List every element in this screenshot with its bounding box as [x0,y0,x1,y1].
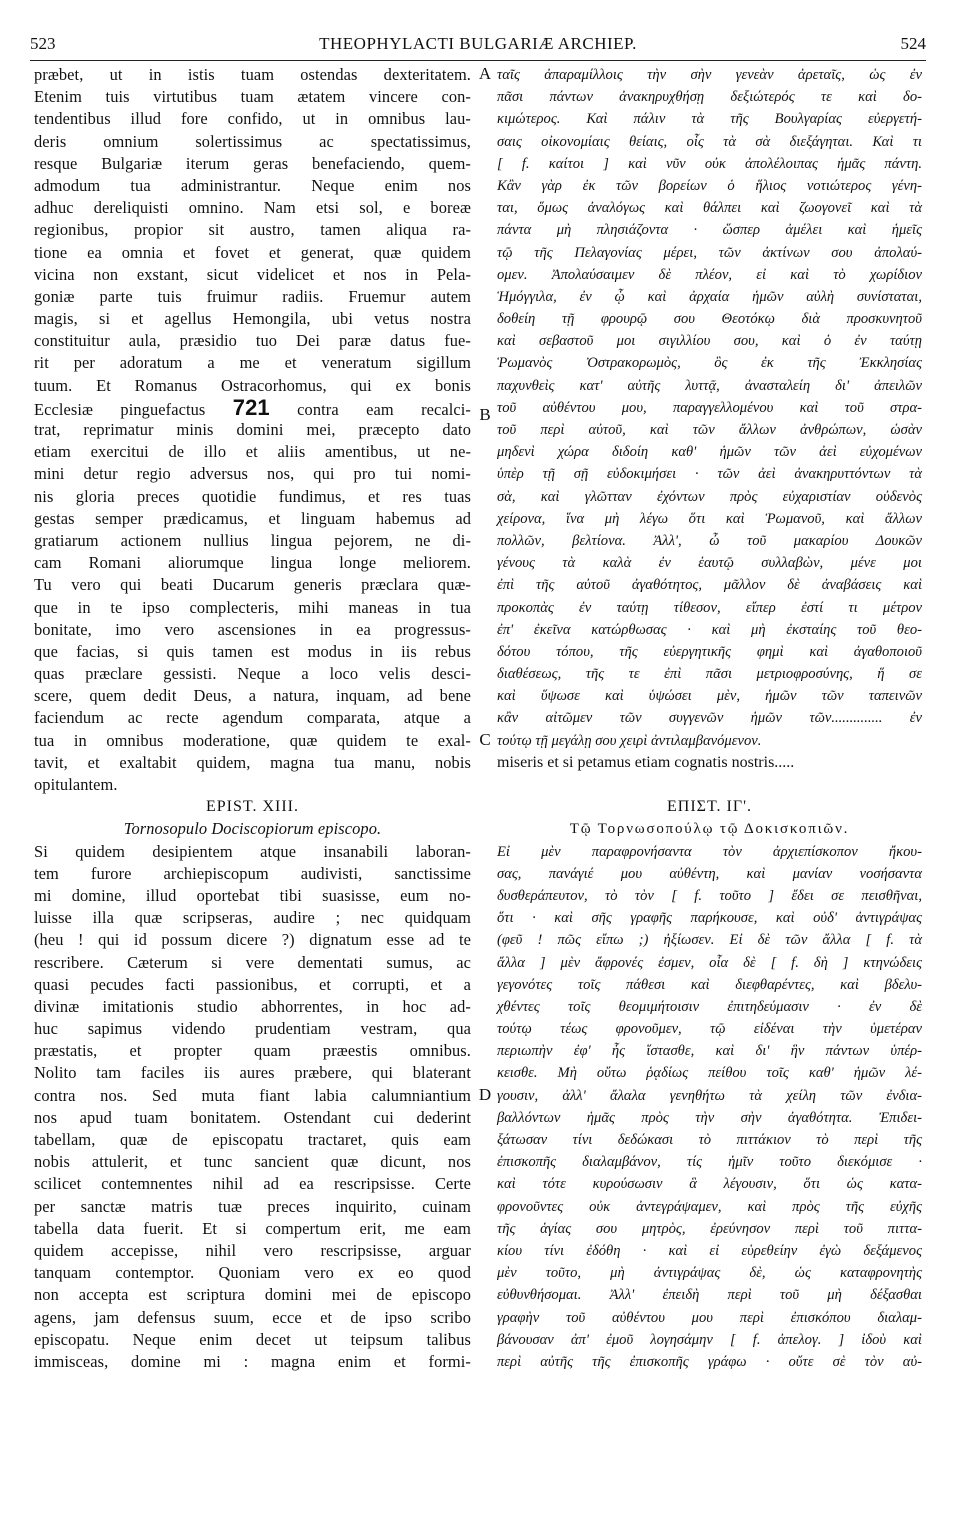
latin-column [34,64,471,1373]
latin-line: tem furore archiepiscopum audivisti, sanctissime [34,863,471,883]
greek-line: δυσθεράπευτον, τὸ τὸν [ f. τοῦτο ] ἔδει σε πεισθῆναι, [497,887,922,904]
latin-line: vicina non exstant, sicut videlicet et nos in Pela- [34,264,471,284]
greek-line: ἐπ' ἐκεῖνα κατώρθωσας · καὶ μὴ ἐκσταίης τοῦ θεο- [497,621,922,638]
latin-line: resque Bulgariæ iterum geras benefaciendo, quem- [34,153,471,173]
greek-line: ταῖς ἀπαραμίλλοις τὴν σὴν γενεὰν ἀρεταῖς, ὡς ἐν [497,67,922,83]
greek-column [497,64,922,1373]
latin-line: scilicet contemnentes nihil ad ea rescripsisse. Certe [34,1174,471,1194]
greek-line: κίου τίνι ἐδόθη · καὶ εἰ εὑρεθείην ἐγὼ δεξάμενος [497,1242,922,1259]
greek-line: Ῥωμανὸς Ὀστρακορωμὸς, ὃς ἐκ τῆς Ἐκκλησίας [497,355,922,372]
greek-line: τοῦ περὶ αὐτοῦ, καὶ τῶν ἄλλων ἀνθρώπων, ὡσὰν [497,422,922,438]
margin-marker: C [479,730,491,749]
greek-line: σαις οἰκονομίαις θείαις, οἷς τὰ σὰ διεξάγηται. Καὶ τι [497,133,922,150]
latin-line: trat, reprimatur minis domini mei, præcepto dato [34,420,471,439]
greek-line: τῆς ἁγίας σου μητρὸς, ἐρεύνησον περὶ τοῦ πιττα- [497,1220,922,1237]
greek-line: δοθείη τῇ φρουρῷ σου Θεοτόκῳ διὰ προσκυνητοῦ [497,311,922,328]
latin-line: Si quidem desipientem atque insanabili laboran- [34,841,471,861]
latin-line: gestas semper prædicamus, et linguam habemus ad [34,508,471,528]
page-header [30,34,926,56]
greek-line: γένους τὰ καλὰ ἐν ἑαυτῷ συλλαβὼν, μένε μοι [497,555,922,572]
greek-line: περιωπὴν ἐφ' ἧς ἵστασθε, καὶ δι' ἣν πάντων ὑπέρ- [497,1043,922,1060]
greek-line: βαλλόντων ἡμᾶς πρὸς τὴν σὴν ἀγαθότητα. Ἐπιδει- [497,1109,922,1126]
greek-line: Ἡμόγγιλα, ἐν ᾧ καὶ ἀρχαία ἡμῶν αὐλὴ συνίσταται, [497,288,922,305]
latin-line: deris omnium solertissimus ac spectatissimus, [34,131,471,151]
latin-line: præstatis, et propter quam præestis omnibus. [34,1041,471,1061]
greek-line: γουσιν, ἀλλ' ἄλαλα γενηθήτω τὰ χείλη τῶν ἐνδια- [497,1087,922,1104]
latin-line: admodum tua administrantur. Neque enim nos [34,175,471,195]
column-number: 721 [232,394,270,420]
greek-line: χθέντες τοῖς θεομιμήτοισιν ἐπιτηδεύμασιν · ἐν δὲ [497,998,922,1015]
latin-line: que in te ipso complecteris, mihi maneas in tua [34,597,471,617]
greek-line: κἂν αἰτῶμεν τῶν συγγενῶν ἡμῶν τῶν.............. ἐν [497,710,922,727]
latin-line: luisse illa quæ scripseras, audire ; nec quidquam [34,908,471,928]
latin-line: agens, jam defensus suum, ecce et de ipso scribo [34,1307,471,1327]
greek-line: σὰ, καὶ γλῶτταν ἐχόντων πρὸς εὐχαριστίαν οὐδενὸς [497,488,922,505]
latin-line: quidem accepisse, nihil vero rescripsisse, arguar [34,1240,471,1260]
greek-line: γεγονότες τοῖς πάθεσι καὶ διεφθαρέντες, καὶ βδελυ- [497,976,922,993]
latin-line: magis, si et agellus Hemongila, ubi vetus nostra [34,309,471,329]
latin-line: gratiarum actionem nullius lingua pejorem, ne di- [34,530,471,550]
greek-line: μηδενὶ χώρα διδοίη καθ' ἡμῶν τῶν ἀεὶ εὐχομένων [497,444,922,461]
greek-line: πᾶσι πάντων ἀνακηρυχθήσῃ δεξιώτερός τε καὶ δο- [497,89,922,106]
latin-line: quasi pecudes facti passionibus, et corrupti, et a [34,974,471,994]
latin-line: tabellam, quæ de episcopatu tractaret, quis eam [34,1130,471,1149]
running-title: THEOPHYLACTI BULGARIÆ ARCHIEP. [319,34,637,53]
greek-line: μὲν τοῦτο, μὴ ἀντιγράψας δὲ, ὡς καταφρονητὴς [497,1265,922,1282]
greek-line: κιμώτερος. Καὶ πάλιν τὰ τῆς Βουλγαρίας εὐεργετή- [497,111,922,128]
margin-marker: A [478,64,492,83]
greek-line: Κἂν γὰρ ἐκ τῶν βορείων ὁ ἥλιος νοτιώτερος γένη- [497,177,922,194]
latin-line: mini detur regio adversus nos, qui pro tui nomi- [34,464,471,484]
greek-line: διαθέσεως, τῆς τε ἐπὶ πᾶσι μετριοφροσύνης, ἥ σε [497,666,922,683]
latin-line: non accepta est scriptura domini mei de episcopo [34,1285,471,1305]
latin-line: scere, quem dedit Deus, a natura, inquam, ad bene [34,686,471,706]
latin-line: episcopatu. Neque enim decet ut teipsum talibus [34,1329,471,1349]
greek-line: βάνουσαν ἀπ' ἐμοῦ λογησάμην [ f. ἀπελογ. ] ἰδοὺ καὶ [497,1331,922,1348]
latin-line: quas præclare gessisti. Neque a loco velis desci- [34,664,471,684]
latin-line: adhuc dereliquisti omnino. Nam etsi sol, e boreæ [34,198,471,218]
epistle-addressee: Tornosopulo Dociscopiorum episcopo. [123,819,382,839]
greek-line: εὐθυνθήσομαι. Ἀλλ' ἐπειδὴ περὶ τοῦ μὴ δέξασθαι [497,1287,922,1304]
greek-epistle-addressee: Τῷ Τορνωσοπούλῳ τῷ Δοκισκοπιῶν. [569,821,850,838]
latin-line: Tu vero qui beati Ducarum generis præclara quæ- [34,575,471,595]
epistle-heading: EPIST. XIII. [205,798,300,816]
latin-line: goniæ parte tuis fruimur radiis. Fruemur autem [34,286,471,306]
greek-line: περὶ αὐτῆς τῆς ἐπισκοπῆς γράφω · οὔτε σὲ τὸν αὐ- [497,1353,922,1370]
greek-line: πάντα μὴ πλησιάζοντα · ὥσπερ ἀμέλει καὶ ἡμεῖς [497,222,922,239]
greek-line: Εἰ μὲν παραφρονήσαντα τὸν ἀρχιεπίσκοπον ἤκου- [497,843,922,860]
greek-line: δότου τόπου, τῆς εὐεργητικῆς φημὶ καὶ ἀγαθοποιοῦ [497,643,922,660]
greek-line: φρονοῦντες οὐκ ἀντεγράψαμεν, καὶ πρὸς τῆς εὐχῆς [497,1198,922,1215]
latin-gloss-line: miseris et si petamus etiam cognatis nostris..... [497,753,795,771]
greek-line: τούτῳ τῇ μεγάλῃ σου χειρὶ ἀντιλαμβανόμενον. [497,732,762,749]
latin-line: tuum. Et Romanus Ostracorhomus, qui ex bonis [34,375,471,395]
page-number-left: 523 [30,34,56,53]
latin-line: præbet, ut in istis tuam ostendas dexteritatem. [34,65,471,84]
latin-line: etiam exercitui de illo et aliis amentibus, ut ne- [34,442,471,462]
latin-text: contra eam recalci- [269,399,471,419]
latin-line: faciendum ac recte agendum comparata, atque a [34,708,471,728]
greek-line: κεισθε. Μὴ οὕτω ῥᾳδίως πείθου τοῖς καθ' ἡμῶν λέ- [497,1065,922,1082]
latin-text: Ecclesiæ pinguefactus [34,399,233,419]
greek-line: καὶ τότε κυρούσωσιν ἃ λέγουσιν, ὅτι ὡς κατα- [497,1176,922,1193]
latin-line: tua in omnibus moderatione, quæ quidem te exal- [34,730,471,750]
latin-line: immisceas, domine mi : magna enim et formi- [34,1351,471,1371]
greek-line: τοῦ αὐθέντου μου, παραγγελλομένου καὶ τοῦ στρα- [497,399,922,416]
latin-line: nis gloria preces quotidie fundimus, et res tuas [34,486,471,506]
latin-line: huc sapimus videndo prudentiam vestram, qua [34,1019,471,1039]
greek-line: ται, ὅμως ἀναλόγως καὶ θάλπει καὶ ζωογονεῖ καὶ τὰ [497,200,922,217]
margin-marker: B [479,405,491,424]
latin-line: opitulantem. [34,775,118,794]
greek-line: γραφὴν τοῦ αὐθέντου μου περὶ ἐπισκόπου διαλαμ- [497,1309,922,1326]
greek-line: ἐπισκοπῆς διαλαμβάνον, τίς ἡμῖν τοῦτο διεκόμισε · [497,1154,922,1171]
greek-line [497,774,922,796]
latin-line: mi domine, illud oportebat tibi suasisse, eum no- [34,885,471,905]
latin-line: Etenim tuis virtutibus tuam ætatem vincere con- [34,87,471,107]
greek-line: ἐπὶ τῆς αὐτοῦ ἀγαθότητος, μᾶλλον δὲ ἀναβάσεις καὶ [497,577,922,594]
greek-line: σας, πανάγιέ μου αὐθέντη, καὶ μανίαν νοσήσαντα [497,865,922,882]
greek-line: τούτῳ τέως φρονοῦμεν, τῷ εἰδέναι τὴν ὑμετέραν [497,1021,922,1038]
greek-line: παχυνθεὶς κατ' αὐτῆς λυττᾷ, ἀνασταλείη δι' ἀπειλῶν [497,377,922,394]
latin-line: cam Romani aliorumque lingua longe meliorem. [34,553,471,573]
greek-line: [ f. καίτοι ] καὶ νῦν οὐκ ἀπολέλοιπας ἡμᾶς πάντη. [497,155,922,172]
greek-line: καὶ σεβαστοῦ μοι σιγιλλίου σου, καὶ ὁ ἐν ταύτῃ [497,333,922,350]
latin-line: divinæ imitationis studio abhorrentes, in hoc ad- [34,996,471,1016]
greek-line: πολλῶν, βελτίονα. Ἀλλ', ὦ τοῦ μακαρίου Δουκῶν [497,532,922,549]
latin-line: tione ea omnia et fovet et generat, quæ quidem [34,242,471,262]
greek-epistle-heading: ΕΠΙΣΤ. ΙΓ'. [666,798,752,816]
latin-line: tendentibus illud fore confido, ut in omnibus lau- [34,109,471,129]
margin-marker: D [478,1085,492,1105]
header-rule [30,60,926,61]
greek-line: ὑπὲρ τῇ σῇ εὐδοκιμήσει · τῶν ἀεὶ ἀνακηρυττόντων τὰ [497,466,922,483]
greek-line: (φεῦ ! πῶς εἴπω ;) ἠξίωσεν. Εἰ δὲ τῶν ἄλλα [ f. τὰ [497,932,922,949]
greek-line: ξάτωσαν τίνι δεδώκασι τὸ πιττάκιον τὸ περὶ τῆς [497,1132,922,1148]
latin-line: tanquam contemptor. Quoniam vero ex eo quod [34,1263,471,1283]
latin-line: (heu ! qui id possum dicere ?) dignatum esse ad te [34,930,471,950]
greek-line: καὶ ὕψωσε καὶ ὑψώσει μὲν, ἡμῶν τῶν ταπεινῶν [497,688,922,705]
latin-line: nos apud tuam bonitatem. Ostendant cui dederint [34,1107,471,1127]
latin-line: contra nos. Sed muta fiant labia calumniantium [34,1085,471,1105]
greek-line: τῷ τῆς Πελαγονίας μέρει, τῶν ἀκτίνων σου ἀπολαύ- [497,244,922,261]
greek-line: ἄλλα ] μὲν ἄφρονές ἐσμεν, οἷα δὲ [ f. δὴ ] κτηνώδεις [497,954,922,971]
greek-line: χείρονα, ἵνα μὴ λέγω ὅτι καὶ Ῥωμανοῦ, καὶ ἄλλων [497,510,922,527]
latin-line: tabella data fuerit. Et si compertum erit, me eam [34,1218,471,1238]
latin-line: rit per adoratum a me et veneratum sigillum [34,353,471,373]
latin-line: Nolito tam faciles iis aures præbere, qui blaterant [34,1063,471,1083]
latin-line: bonitate, imo vero ascensiones in ea progressus- [34,619,471,639]
latin-line: constituitur aula, præsidio tuo Dei paræ datus fue- [34,331,471,351]
latin-line: que facias, si quis tamen est modus in iis rebus [34,641,471,661]
greek-line: προκοπὰς ἐν ταύτῃ τίθεσον, εἴπερ ἐστί τι μέτρον [497,599,922,616]
greek-line: ὅτι · καὶ σῆς γραφῆς παρήκουσε, καὶ οὐδ' ἀντιγράψας [497,910,922,927]
latin-line: tavit, et exaltabit quidem, magna tua manu, nobis [34,752,471,772]
page-number-right: 524 [900,34,926,53]
latin-line: per sanctæ matris tuæ preces inquirito, cuinam [34,1196,471,1216]
greek-line: ομεν. Ἀπολαύσαιμεν δὲ πλέον, εἰ καὶ τὸ χωρίδιον [497,266,922,283]
latin-line: regionibus, propior sit austro, tamen aliqua ra- [34,220,471,240]
latin-line: rescribere. Cæterum si vere dementati sumus, ac [34,952,471,972]
latin-line [34,394,471,420]
latin-line: nobis attulerit, et tunc sancient quæ dicunt, nos [34,1152,471,1172]
